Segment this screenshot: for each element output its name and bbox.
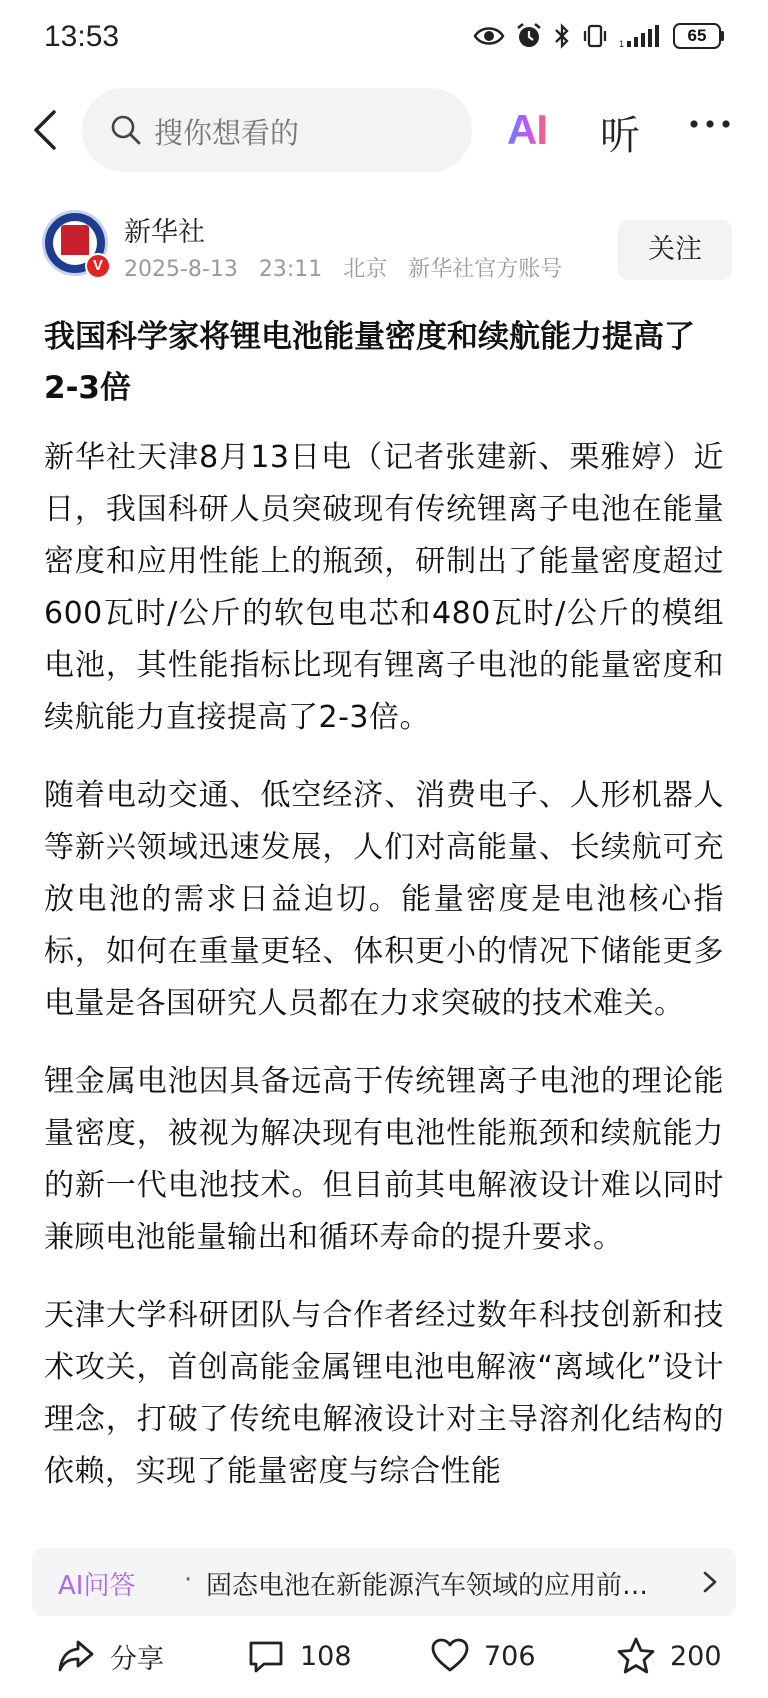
- article-paragraph: 天津大学科研团队与合作者经过数年科技创新和技术攻关，首创高能金属锂电池电解液“离域化”设计理念，打破了传统电解液设计对主导溶剂化结构的依赖，实现了能量密度与综合性能: [44, 1298, 724, 1489]
- back-button[interactable]: [30, 106, 70, 154]
- follow-button[interactable]: 关注: [618, 220, 732, 280]
- post-time: 23:11: [258, 257, 323, 282]
- article-paragraph: 新华社天津8月13日电（记者张建新、栗雅婷）近日，我国科研人员突破现有传统锂离子电池在能量密度和应用性能上的瓶颈，研制出了能量密度超过600瓦时/公斤的软包电芯和480瓦时/公斤的模组电池，其性能指标比现有锂离子电池的能量密度和续航能力直接提高了2-3倍。: [44, 440, 724, 735]
- eye-icon: [473, 24, 505, 48]
- verified-badge: V: [85, 253, 111, 279]
- more-button[interactable]: [688, 112, 732, 136]
- star-icon: [616, 1636, 656, 1676]
- comment-icon: [246, 1636, 286, 1676]
- status-time: 13:53: [44, 20, 120, 53]
- listen-button[interactable]: 听: [600, 113, 640, 159]
- author-meta: [124, 252, 576, 283]
- top-nav: [0, 86, 768, 174]
- search-icon: [110, 114, 142, 146]
- alarm-icon: [515, 22, 543, 50]
- ai-qa-bar[interactable]: [32, 1548, 736, 1616]
- bluetooth-icon: [553, 22, 571, 50]
- vibrate-icon: [581, 22, 609, 50]
- comment-count: 108: [300, 1640, 352, 1672]
- ai-qa-separator: ·: [184, 1565, 193, 1595]
- search-placeholder: 搜你想看的: [154, 116, 300, 150]
- avatar[interactable]: [42, 210, 108, 276]
- author-row: [0, 200, 768, 290]
- battery-icon: [673, 23, 724, 49]
- back-icon: [30, 106, 60, 154]
- article-paragraph: 锂金属电池因具备远高于传统锂离子电池的理论能量密度，被视为解决现有电池性能瓶颈和续航能力的新一代电池技术。但目前其电解液设计难以同时兼顾电池能量输出和循环寿命的提升要求。: [44, 1064, 724, 1255]
- ai-button[interactable]: AI: [507, 106, 547, 153]
- comment-button[interactable]: [246, 1636, 352, 1676]
- article-paragraph: 随着电动交通、低空经济、消费电子、人形机器人等新兴领域迅速发展，人们对高能量、长续航可充放电池的需求日益迫切。能量密度是电池核心指标，如何在重量更轻、体积更小的情况下储能更多电量是各国研究人员都在力求突破的技术难关。: [44, 778, 724, 1021]
- battery-level: 65: [673, 23, 721, 49]
- favorite-button[interactable]: [616, 1636, 722, 1676]
- bottom-action-bar: [0, 1626, 768, 1698]
- heart-icon: [430, 1636, 470, 1676]
- chevron-right-icon: [702, 1570, 718, 1594]
- post-date: 2025-8-13: [124, 257, 238, 282]
- account-type: 新华社官方账号: [408, 257, 563, 282]
- post-location: 北京: [343, 257, 388, 282]
- like-count: 706: [484, 1640, 536, 1672]
- favorite-count: 200: [670, 1640, 722, 1672]
- search-input[interactable]: [82, 88, 472, 172]
- share-label: 分享: [110, 1643, 164, 1675]
- author-name[interactable]: 新华社: [124, 217, 205, 248]
- article-title: 我国科学家将锂电池能量密度和续航能力提高了2-3倍: [44, 319, 695, 406]
- status-bar: [0, 0, 768, 80]
- article-body: [44, 312, 724, 1542]
- more-icon: [688, 112, 732, 136]
- share-button[interactable]: [56, 1636, 164, 1676]
- share-icon: [56, 1636, 96, 1676]
- signal-icon: [619, 23, 663, 49]
- ai-qa-question: 固态电池在新能源汽车领域的应用前…: [206, 1571, 649, 1601]
- status-icons: [473, 22, 724, 50]
- ai-qa-label: AI问答: [58, 1571, 136, 1601]
- svg-text:1: 1: [619, 39, 625, 49]
- like-button[interactable]: [430, 1636, 536, 1676]
